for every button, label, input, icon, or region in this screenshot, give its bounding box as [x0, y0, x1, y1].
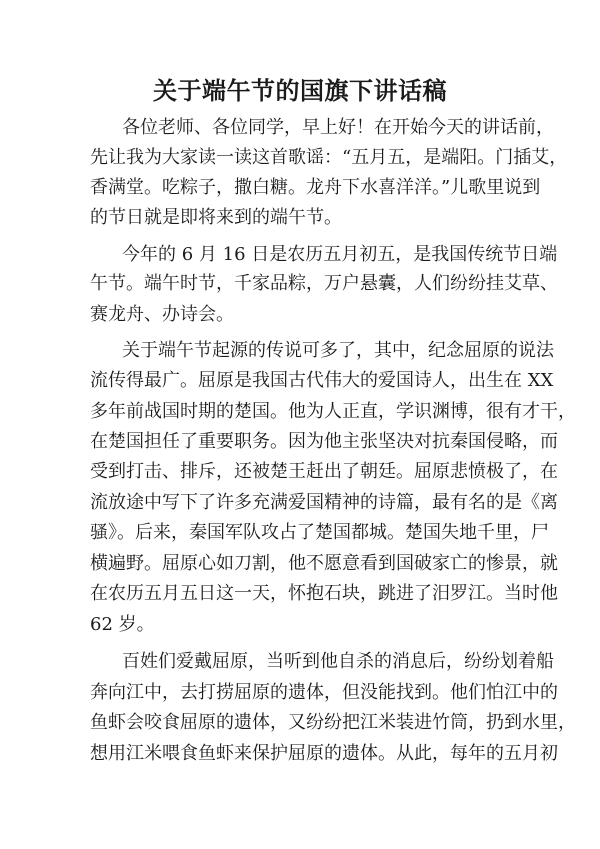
paragraph-3-line-6: 流放途中写下了许多充满爱国精神的诗篇，最有名的是《离 [90, 492, 558, 513]
paragraph-3-line-3: 多年前战国时期的楚国。他为人正直，学识渊博，很有才干， [90, 401, 576, 422]
paragraph-3-line-9: 在农历五月五日这一天，怀抱石块，跳进了汨罗江。当时他 [90, 583, 558, 604]
paragraph-3-line-10: 62 岁。 [90, 614, 155, 635]
paragraph-3-line-4: 在楚国担任了重要职务。因为他主张坚决对抗秦国侵略，而 [90, 431, 558, 452]
paragraph-1-line-3: 香满堂。吃粽子，撒白糖。龙舟下水喜洋洋。”儿歌里说到 [90, 177, 541, 198]
paragraph-4-line-3: 鱼虾会咬食屈原的遗体，又纷纷把江米装进竹筒，扔到水里， [90, 712, 576, 733]
paragraph-2-line-1: 今年的 6 月 16 日是农历五月初五，是我国传统节日端 [122, 244, 558, 265]
page-title: 关于端午节的国旗下讲话稿 [153, 76, 447, 105]
paragraph-3-line-5: 受到打击、排斥，还被楚王赶出了朝廷。屈原悲愤极了，在 [90, 461, 558, 482]
paragraph-4-line-2: 奔向江中，去打捞屈原的遗体，但没能找到。他们怕江中的 [90, 682, 558, 703]
paragraph-3-line-2: 流传得最广。屈原是我国古代伟大的爱国诗人，出生在 XX [90, 370, 554, 391]
paragraph-4-line-4: 想用江米喂食鱼虾来保护屈原的遗体。从此，每年的五月初 [90, 743, 558, 764]
paragraph-3-line-7: 骚》。后来，秦国军队攻占了楚国都城。楚国失地千里，尸 [90, 522, 549, 543]
paragraph-2-line-2: 午节。端午时节，千家品粽，万户悬囊，人们纷纷挂艾草、 [90, 273, 558, 294]
paragraph-2-line-3: 赛龙舟、办诗会。 [90, 304, 234, 325]
paragraph-1-line-4: 的节日就是即将来到的端午节。 [90, 207, 342, 228]
paragraph-1-line-1: 各位老师、各位同学，早上好！在开始今天的讲话前， [122, 117, 554, 138]
paragraph-3-line-1: 关于端午节起源的传说可多了，其中，纪念屈原的说法 [122, 340, 554, 361]
paragraph-3-line-8: 横遍野。屈原心如刀割，他不愿意看到国破家亡的惨景，就 [90, 553, 558, 574]
paragraph-4-line-1: 百姓们爱戴屈原，当听到他自杀的消息后，纷纷划着船 [122, 651, 554, 672]
paragraph-1-line-2: 先让我为大家读一读这首歌谣：“五月五，是端阳。门插艾， [90, 147, 568, 168]
